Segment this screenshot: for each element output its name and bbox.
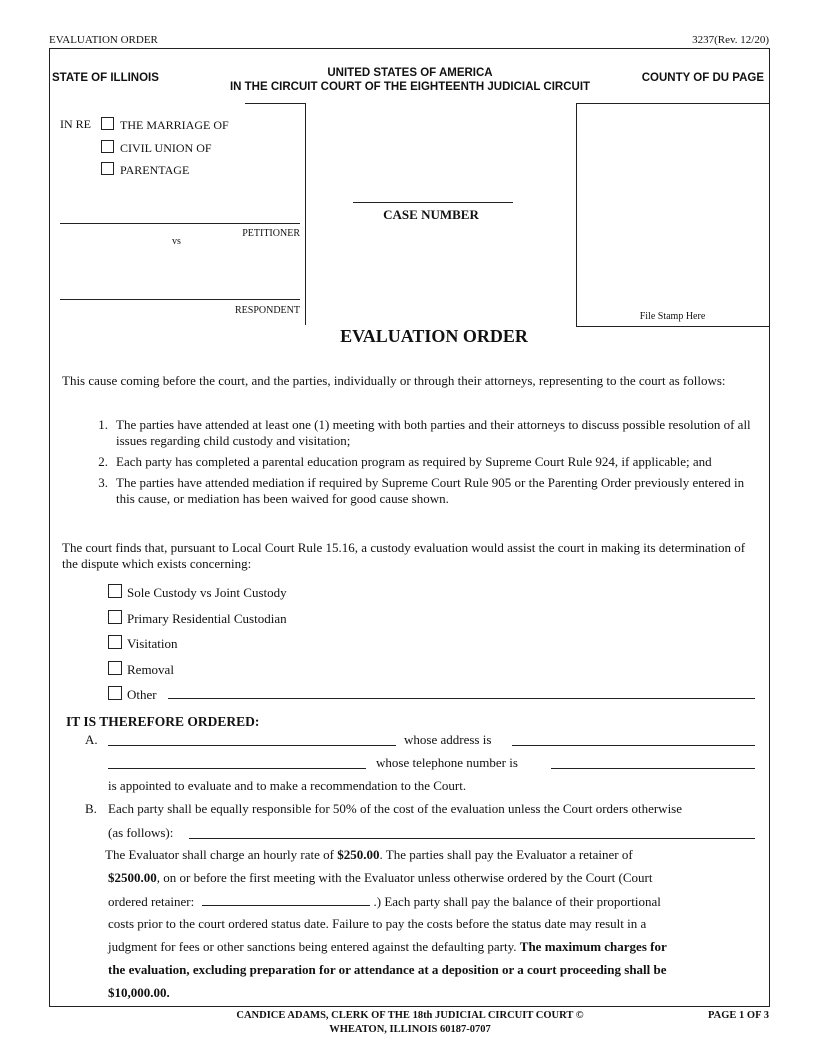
finding-text: Each party has completed a parental education program as required by Supreme Court Rule 924, if applicable; and: [116, 454, 712, 469]
text: ordered retainer:: [108, 894, 195, 909]
in-re-label: IN RE: [60, 117, 91, 131]
appointed-text: is appointed to evaluate and to make a recommendation to the Court.: [108, 778, 467, 793]
cost-text: Each party shall be equally responsible for 50% of the cost of the evaluation unless the Court orders otherwise: [108, 801, 683, 816]
divider: [245, 103, 305, 104]
ordered-retainer-field[interactable]: [202, 893, 370, 906]
as-follows-field[interactable]: [189, 838, 755, 839]
findings-list: [62, 417, 758, 507]
text: , on or before the first meeting with the Evaluator unless otherwise ordered by the Court (Court: [156, 870, 653, 885]
form-name: EVALUATION ORDER: [49, 34, 158, 46]
concern-label: Primary Residential Custodian: [127, 611, 287, 626]
phone-field[interactable]: [551, 768, 755, 769]
section-b-label: B.: [85, 801, 97, 816]
ordered-retainer-text: [108, 893, 661, 910]
text: The maximum charges for: [519, 939, 667, 954]
divider: [305, 103, 306, 325]
costs-text: costs prior to the court ordered status date. Failure to pay the costs before the status date may result in a: [108, 916, 647, 931]
finding-item: [62, 475, 758, 507]
address-field-2[interactable]: [108, 768, 366, 769]
address-field[interactable]: [512, 745, 755, 746]
finding-text: The parties have attended mediation if required by Supreme Court Rule 905 or the Parenting Order previously entered in this cause, or mediation has been waived for good cause shown.: [116, 475, 745, 506]
section-a-label: A.: [85, 732, 98, 747]
concern-label: Visitation: [127, 636, 178, 651]
state-label: STATE OF ILLINOIS: [52, 72, 159, 84]
finding-item: [62, 454, 758, 470]
phone-label: whose telephone number is: [376, 755, 518, 770]
case-number-label: CASE NUMBER: [383, 207, 479, 222]
country-label: UNITED STATES OF AMERICA: [327, 67, 493, 79]
respondent-field[interactable]: [60, 299, 300, 300]
address-footer: WHEATON, ILLINOIS 60187-0707: [329, 1024, 491, 1035]
file-stamp-box: [576, 103, 770, 327]
petitioner-field[interactable]: [60, 223, 300, 224]
checkbox-removal[interactable]: [108, 661, 174, 678]
vs-label: vs: [172, 236, 181, 247]
checkbox-sole-joint[interactable]: [108, 584, 287, 601]
court-finds-text: The court finds that, pursuant to Local Court Rule 15.16, a custody evaluation would assist the court in making its determination of the dispute which exists concerning:: [62, 540, 746, 571]
respondent-label: RESPONDENT: [234, 305, 300, 316]
finding-number: 1.: [98, 417, 108, 432]
petitioner-label: PETITIONER: [242, 228, 300, 239]
file-stamp-label: File Stamp Here: [639, 311, 706, 322]
checkbox-marriage[interactable]: [101, 117, 229, 133]
retainer-text: [108, 870, 652, 886]
max-charges-amount: $10,000.00.: [108, 985, 170, 1000]
as-follows-label: (as follows):: [108, 825, 174, 840]
checkbox-primary-residential[interactable]: [108, 610, 287, 627]
finding-text: The parties have attended at least one (1) meeting with both parties and their attorneys to discuss possible resolution of all issues regarding child custody and visitation;: [116, 417, 751, 448]
case-number-field[interactable]: [353, 202, 513, 203]
option-label: THE MARRIAGE OF: [120, 118, 229, 132]
option-label: CIVIL UNION OF: [120, 141, 212, 155]
text: judgment for fees or other sanctions being entered against the defaulting party.: [108, 939, 520, 954]
option-label: PARENTAGE: [120, 163, 190, 177]
checkbox-other[interactable]: [108, 686, 157, 703]
concern-label: Removal: [127, 662, 174, 677]
checkbox-visitation[interactable]: [108, 635, 178, 652]
hourly-rate: $250.00: [337, 847, 380, 862]
court-label: IN THE CIRCUIT COURT OF THE EIGHTEENTH JUDICIAL CIRCUIT: [229, 81, 591, 93]
retainer-amount: $2500.00: [108, 870, 157, 885]
page-title: EVALUATION ORDER: [340, 326, 528, 346]
text: .) Each party shall pay the balance of their proportional: [373, 894, 661, 909]
judgment-text: [108, 939, 667, 955]
finding-number: 2.: [98, 454, 108, 469]
address-label: whose address is: [404, 732, 492, 747]
rate-text: [105, 847, 633, 863]
other-field[interactable]: [168, 698, 755, 699]
text: The Evaluator shall charge an hourly rate of: [105, 847, 338, 862]
concern-label: Sole Custody vs Joint Custody: [127, 585, 287, 600]
concern-label: Other: [127, 687, 157, 702]
checkbox-parentage[interactable]: [101, 162, 189, 178]
form-number: 3237(Rev. 12/20): [692, 34, 769, 46]
text: . The parties shall pay the Evaluator a retainer of: [379, 847, 633, 862]
evaluator-name-field[interactable]: [108, 745, 396, 746]
page-number: PAGE 1 OF 3: [708, 1010, 769, 1021]
county-label: COUNTY OF DU PAGE: [641, 72, 764, 84]
checkbox-civil-union[interactable]: [101, 140, 212, 156]
finding-item: [62, 417, 758, 449]
finding-number: 3.: [98, 475, 108, 490]
max-charges-text: the evaluation, excluding preparation for or attendance at a deposition or a court proceeding shall be: [108, 962, 667, 977]
clerk-footer: CANDICE ADAMS, CLERK OF THE 18th JUDICIAL CIRCUIT COURT ©: [236, 1010, 584, 1021]
ordered-heading: IT IS THEREFORE ORDERED:: [66, 714, 260, 729]
intro-text: This cause coming before the court, and the parties, individually or through their attorneys, representing to the court as follows:: [62, 373, 726, 388]
